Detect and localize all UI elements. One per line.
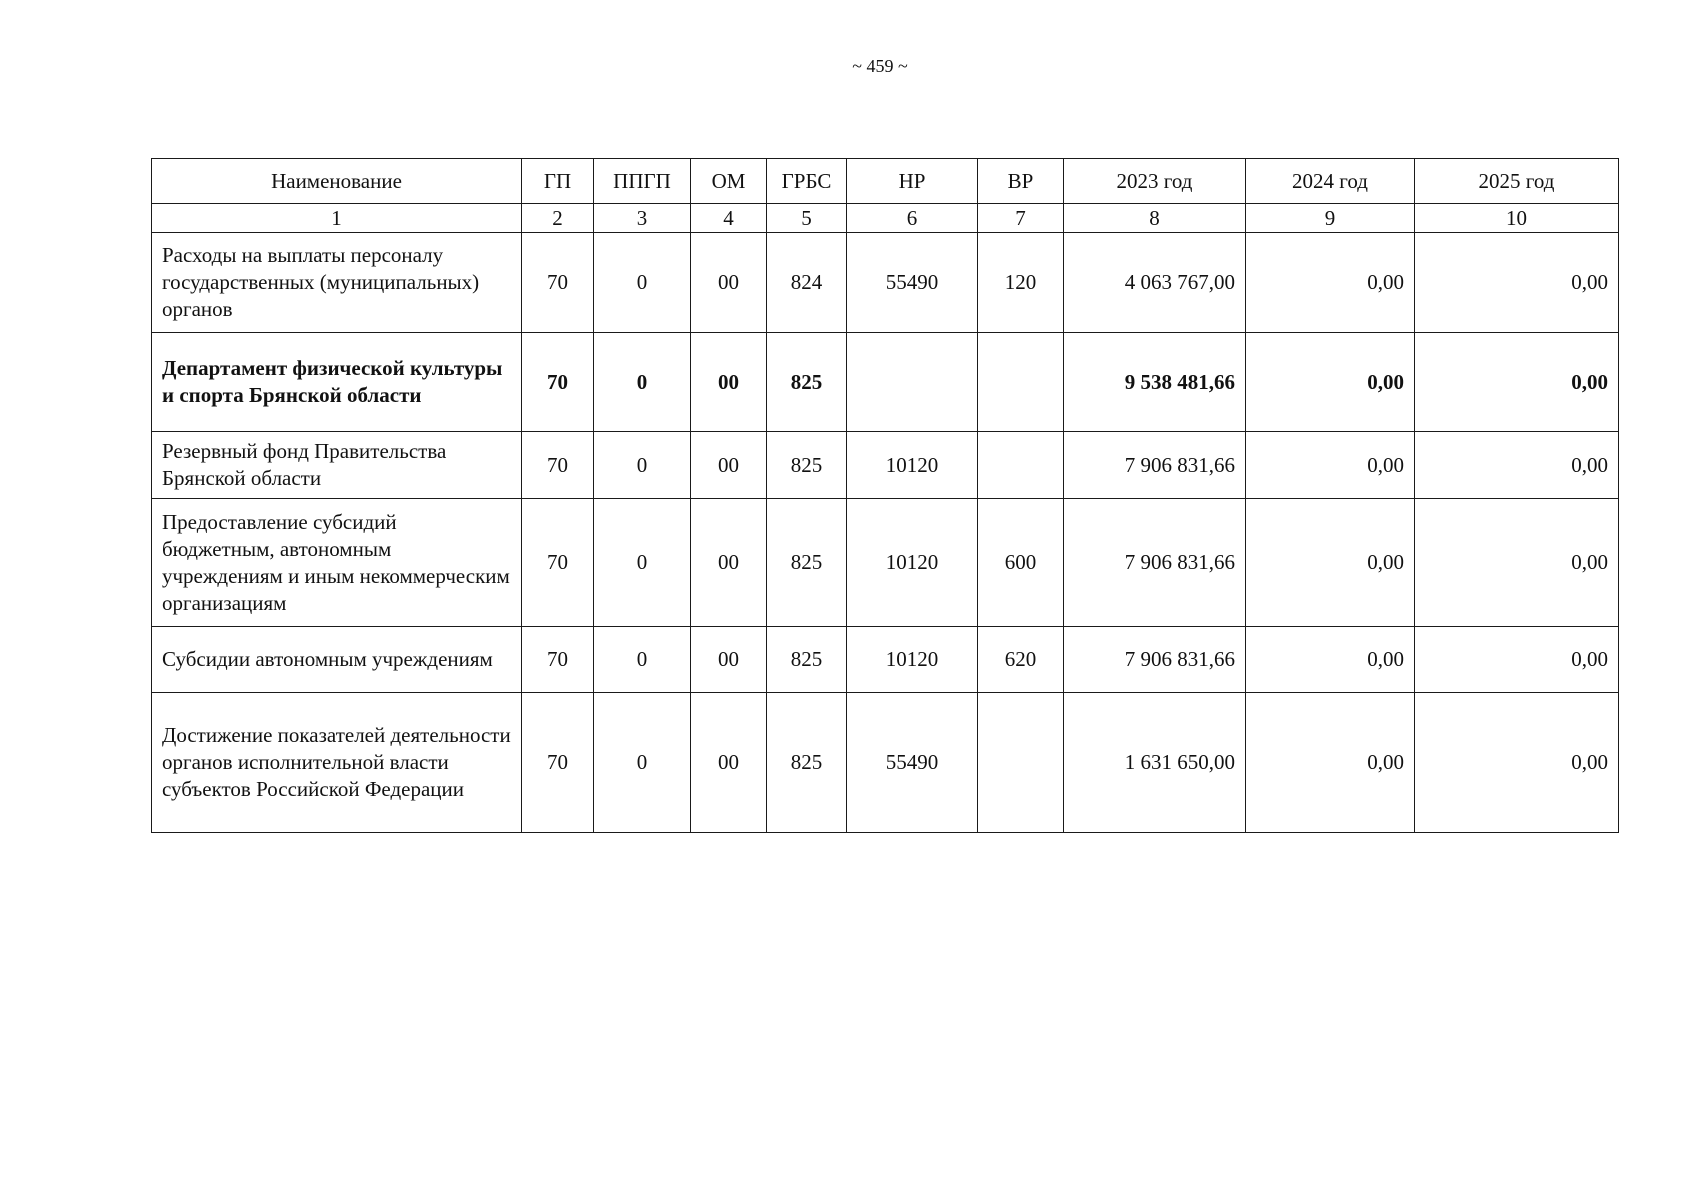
cell-2025: 0,00 (1415, 693, 1619, 833)
cell-nr: 55490 (847, 233, 978, 333)
row-name: Достижение показателей деятельности органов исполнительной власти субъектов Российской Федерации (152, 693, 522, 833)
cell-ppgp: 0 (594, 627, 691, 693)
cell-gp: 70 (522, 627, 594, 693)
cell-vr: 620 (978, 627, 1064, 693)
cell-nr (847, 333, 978, 432)
cell-nr: 10120 (847, 627, 978, 693)
cell-gp: 70 (522, 693, 594, 833)
cell-vr: 120 (978, 233, 1064, 333)
cell-2024: 0,00 (1246, 432, 1415, 499)
cell-vr (978, 432, 1064, 499)
cell-grbs: 825 (767, 627, 847, 693)
column-number: 3 (594, 204, 691, 233)
header-cell: 2025 год (1415, 159, 1619, 204)
cell-om: 00 (691, 627, 767, 693)
cell-2024: 0,00 (1246, 333, 1415, 432)
cell-ppgp: 0 (594, 499, 691, 627)
header-cell: ОМ (691, 159, 767, 204)
cell-2025: 0,00 (1415, 333, 1619, 432)
cell-grbs: 825 (767, 333, 847, 432)
cell-gp: 70 (522, 499, 594, 627)
cell-2023: 7 906 831,66 (1064, 499, 1246, 627)
cell-2024: 0,00 (1246, 627, 1415, 693)
cell-ppgp: 0 (594, 432, 691, 499)
cell-ppgp: 0 (594, 693, 691, 833)
header-cell: 2024 год (1246, 159, 1415, 204)
budget-table (151, 158, 1619, 833)
cell-om: 00 (691, 432, 767, 499)
cell-vr: 600 (978, 499, 1064, 627)
cell-2024: 0,00 (1246, 233, 1415, 333)
column-number: 10 (1415, 204, 1619, 233)
cell-2025: 0,00 (1415, 432, 1619, 499)
cell-om: 00 (691, 233, 767, 333)
cell-2023: 1 631 650,00 (1064, 693, 1246, 833)
header-cell: ГРБС (767, 159, 847, 204)
row-name: Расходы на выплаты персоналу государственных (муниципальных) органов (152, 233, 522, 333)
column-number: 2 (522, 204, 594, 233)
table-row (152, 693, 1619, 833)
header-cell: ППГП (594, 159, 691, 204)
column-number: 1 (152, 204, 522, 233)
header-row (152, 159, 1619, 204)
cell-ppgp: 0 (594, 233, 691, 333)
column-number: 4 (691, 204, 767, 233)
table-row (152, 233, 1619, 333)
cell-gp: 70 (522, 233, 594, 333)
cell-grbs: 825 (767, 499, 847, 627)
header-cell: ВР (978, 159, 1064, 204)
header-cell: ГП (522, 159, 594, 204)
column-number-row (152, 204, 1619, 233)
cell-2023: 4 063 767,00 (1064, 233, 1246, 333)
table-row (152, 432, 1619, 499)
cell-nr: 10120 (847, 432, 978, 499)
cell-2023: 7 906 831,66 (1064, 432, 1246, 499)
cell-ppgp: 0 (594, 333, 691, 432)
row-name: Субсидии автономным учреждениям (152, 627, 522, 693)
header-cell: НР (847, 159, 978, 204)
cell-nr: 10120 (847, 499, 978, 627)
page-number: ~ 459 ~ (852, 56, 908, 76)
table-row (152, 499, 1619, 627)
cell-gp: 70 (522, 432, 594, 499)
cell-2023: 7 906 831,66 (1064, 627, 1246, 693)
cell-2023: 9 538 481,66 (1064, 333, 1246, 432)
cell-vr (978, 693, 1064, 833)
cell-om: 00 (691, 499, 767, 627)
column-number: 5 (767, 204, 847, 233)
column-number: 6 (847, 204, 978, 233)
table-row (152, 333, 1619, 432)
header-cell: Наименование (152, 159, 522, 204)
cell-2025: 0,00 (1415, 233, 1619, 333)
cell-vr (978, 333, 1064, 432)
cell-grbs: 825 (767, 693, 847, 833)
cell-grbs: 824 (767, 233, 847, 333)
cell-gp: 70 (522, 333, 594, 432)
cell-om: 00 (691, 333, 767, 432)
cell-om: 00 (691, 693, 767, 833)
table-row (152, 627, 1619, 693)
cell-2025: 0,00 (1415, 627, 1619, 693)
cell-2024: 0,00 (1246, 693, 1415, 833)
row-name: Предоставление субсидий бюджетным, автономным учреждениям и иным некоммерческим организациям (152, 499, 522, 627)
cell-nr: 55490 (847, 693, 978, 833)
row-name: Резервный фонд Правительства Брянской области (152, 432, 522, 499)
column-number: 9 (1246, 204, 1415, 233)
cell-2025: 0,00 (1415, 499, 1619, 627)
cell-2024: 0,00 (1246, 499, 1415, 627)
column-number: 7 (978, 204, 1064, 233)
cell-grbs: 825 (767, 432, 847, 499)
header-cell: 2023 год (1064, 159, 1246, 204)
row-name: Департамент физической культуры и спорта Брянской области (152, 333, 522, 432)
column-number: 8 (1064, 204, 1246, 233)
